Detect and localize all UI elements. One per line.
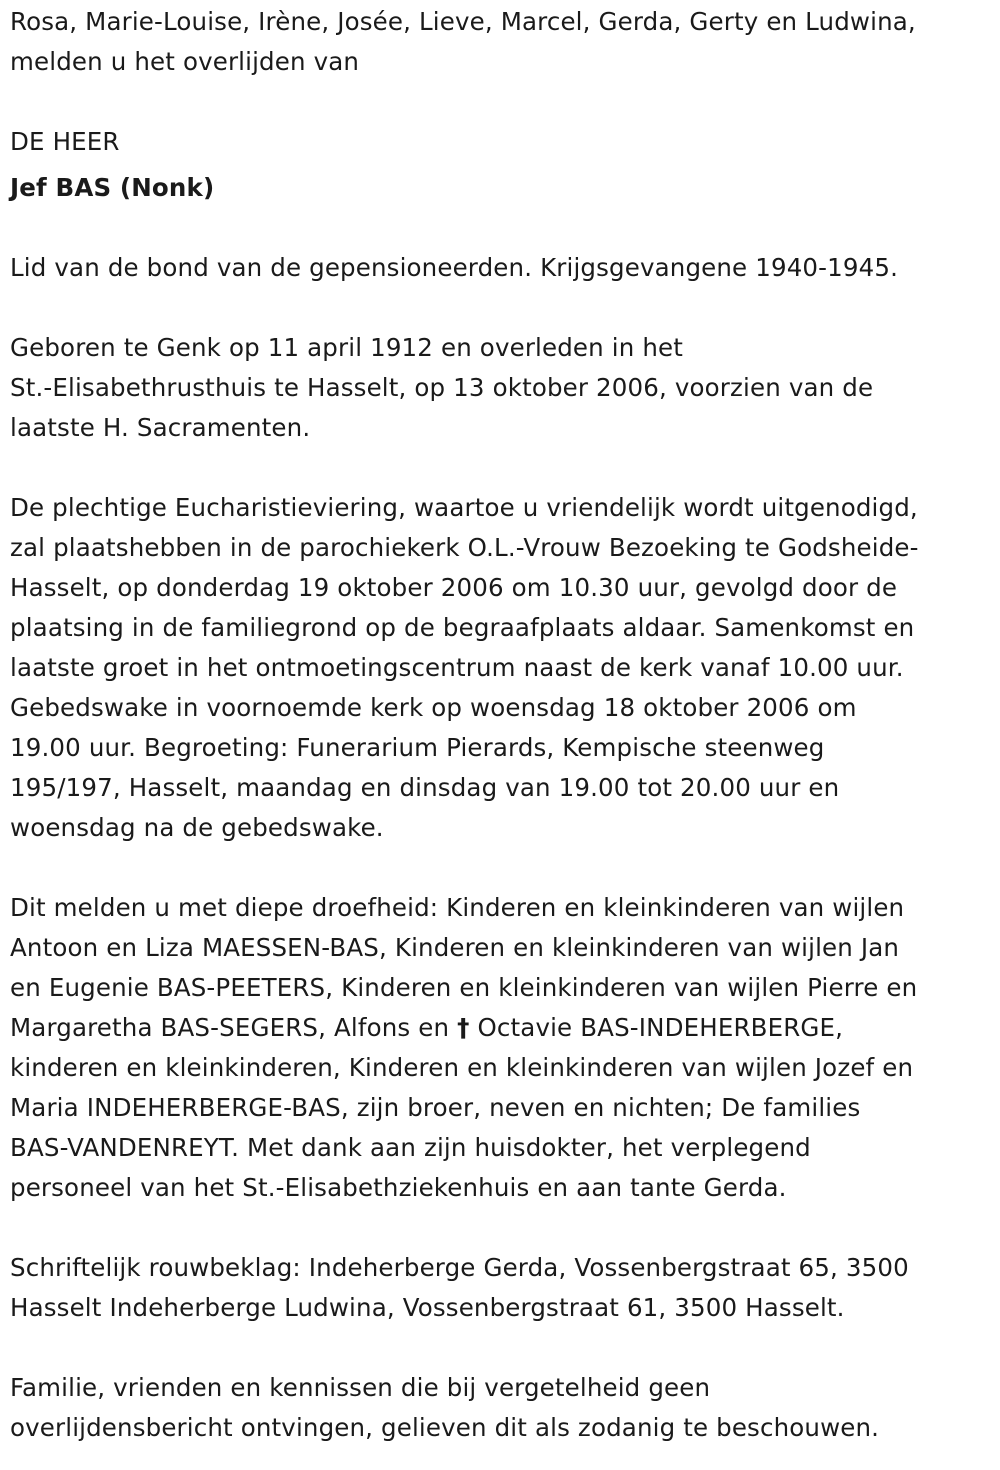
mourners-line: Maria INDEHERBERGE-BAS, zijn broer, neven en nichten; De families — [10, 1093, 861, 1122]
mourners-line — [10, 1008, 992, 1048]
mourners-paragraph — [10, 888, 992, 1208]
spacer — [10, 448, 992, 488]
deceased-name-text: Jef BAS (Nonk) — [10, 173, 215, 202]
birth-death-paragraph — [10, 328, 992, 448]
deceased-name — [10, 168, 992, 208]
spacer — [10, 208, 992, 248]
closing-paragraph — [10, 1368, 992, 1448]
mourners-line: personeel van het St.-Elisabethziekenhuis en aan tante Gerda. — [10, 1173, 787, 1202]
honorific-title — [10, 122, 992, 162]
spacer — [10, 288, 992, 328]
ceremony-line: Gebedswake in voornoemde kerk op woensdag 18 oktober 2006 om — [10, 693, 857, 722]
ceremony-line: 19.00 uur. Begroeting: Funerarium Pierards, Kempische steenweg — [10, 733, 825, 762]
mourners-line: BAS-VANDENREYT. Met dank aan zijn huisdokter, het verplegend — [10, 1133, 811, 1162]
mourners-line: en Eugenie BAS-PEETERS, Kinderen en kleinkinderen van wijlen Pierre en — [10, 973, 918, 1002]
mourners-line: kinderen en kleinkinderen, Kinderen en kleinkinderen van wijlen Jozef en — [10, 1053, 914, 1082]
intro-paragraph — [10, 2, 992, 82]
intro-line: melden u het overlijden van — [10, 47, 360, 76]
ceremony-line: plaatsing in de familiegrond op de begraafplaats aldaar. Samenkomst en — [10, 613, 915, 642]
mourners-line-part: Margaretha BAS-SEGERS, Alfons en — [10, 1013, 458, 1042]
closing-line: Familie, vrienden en kennissen die bij vergetelheid geen — [10, 1373, 711, 1402]
condolences-line: Schriftelijk rouwbeklag: Indeherberge Gerda, Vossenbergstraat 65, 3500 — [10, 1253, 909, 1282]
condolences-paragraph — [10, 1248, 992, 1328]
birth-death-line: St.-Elisabethrusthuis te Hasselt, op 13 oktober 2006, voorzien van de — [10, 373, 874, 402]
ceremony-line: zal plaatshebben in de parochiekerk O.L.-Vrouw Bezoeking te Godsheide- — [10, 533, 919, 562]
birth-death-line: Geboren te Genk op 11 april 1912 en overleden in het — [10, 333, 683, 362]
birth-death-line: laatste H. Sacramenten. — [10, 413, 311, 442]
ceremony-line: laatste groet in het ontmoetingscentrum naast de kerk vanaf 10.00 uur. — [10, 653, 904, 682]
spacer — [10, 1328, 992, 1368]
honorific-title-text: DE HEER — [10, 127, 120, 156]
intro-line: Rosa, Marie-Louise, Irène, Josée, Lieve, Marcel, Gerda, Gerty en Ludwina, — [10, 7, 916, 36]
mourners-line: Dit melden u met diepe droefheid: Kinderen en kleinkinderen van wijlen — [10, 893, 905, 922]
condolences-line: Hasselt Indeherberge Ludwina, Vossenbergstraat 61, 3500 Hasselt. — [10, 1293, 845, 1322]
membership-paragraph — [10, 248, 992, 288]
ceremony-line: woensdag na de gebedswake. — [10, 813, 384, 842]
spacer — [10, 82, 992, 122]
ceremony-line: De plechtige Eucharistieviering, waartoe u vriendelijk wordt uitgenodigd, — [10, 493, 918, 522]
ceremony-line: 195/197, Hasselt, maandag en dinsdag van 19.00 tot 20.00 uur en — [10, 773, 840, 802]
spacer — [10, 848, 992, 888]
spacer — [10, 1208, 992, 1248]
mourners-line-part: Octavie BAS-INDEHERBERGE, — [469, 1013, 844, 1042]
closing-line: overlijdensbericht ontvingen, gelieven dit als zodanig te beschouwen. — [10, 1413, 880, 1442]
mourners-line: Antoon en Liza MAESSEN-BAS, Kinderen en kleinkinderen van wijlen Jan — [10, 933, 900, 962]
ceremony-paragraph — [10, 488, 992, 848]
membership-line: Lid van de bond van de gepensioneerden. Krijgsgevangene 1940-1945. — [10, 253, 899, 282]
ceremony-line: Hasselt, op donderdag 19 oktober 2006 om 10.30 uur, gevolgd door de — [10, 573, 898, 602]
cross-icon: † — [457, 1013, 470, 1042]
